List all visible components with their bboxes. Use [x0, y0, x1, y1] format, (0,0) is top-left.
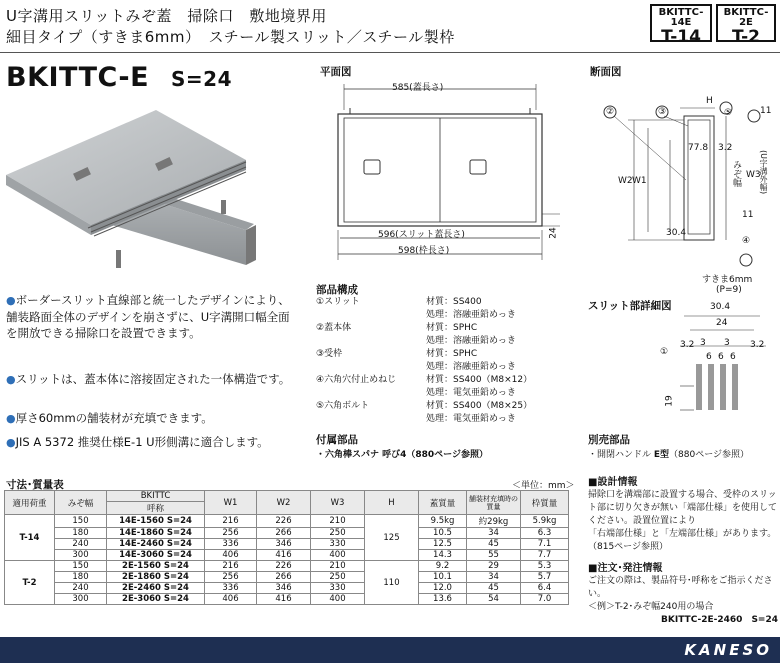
sec-label-4: ④ [742, 236, 751, 246]
table-cell: 346 [257, 539, 311, 550]
sec-label-5: ⑤ [724, 108, 733, 118]
table-cell: 216 [205, 561, 257, 572]
table-cell: 6.3 [521, 528, 569, 539]
table-cell: 250 [311, 528, 365, 539]
product-size: S=24 [171, 67, 232, 91]
table-cell: 9.2 [419, 561, 467, 572]
slit-detail-title: スリット部詳細図 [588, 300, 672, 312]
spec-table: 適用荷重 みぞ幅 BKITTC W1 W2 W3 H 蓋質量 舗装材充填時の質量 枠質量 呼称 T-14 150 14E-1560 S=24 216 226 210 125 9.5kg 約29kg 5.9kg 180 14E-1860 S=24 256 266 250 10.5 34 6.3 240 14E-2460 S=24 336 346 330 12.5 45 7.1 300 14E-3060 S=24 406 416 400 14.3 55 7.7 T-2 150 2E-1560 S=24 216 226 210 110 9.2 29 5.3 180 2E-1860 S=24 256 266 250 10.1 34 5.7 240 2E-2460 S=24 336 346 330 12.0 45 6.4 300 2E-3060 S=24 406 416 400 13.6 54 7.0 [4, 490, 569, 605]
table-row [5, 583, 569, 594]
accessories-title: 付属部品 [316, 434, 358, 446]
sec-label-w1: W1 [632, 176, 647, 186]
feature-4: ●JIS A 5372 推奨仕様E-1 U形側溝に適合します。 [6, 435, 269, 449]
table-cell: 14E-1860 S=24 [107, 528, 205, 539]
table-cell: 250 [311, 572, 365, 583]
feature-3: ●厚さ60mmの舗装材が充填できます。 [6, 411, 213, 425]
parts-row-sub: 処理：電気亜鉛めっき [426, 414, 516, 424]
code-top: BKITTC-2E [723, 7, 769, 28]
sec-label-w2: W2 [618, 176, 633, 186]
table-cell: 300 [55, 550, 107, 561]
table-cell: 約29kg [467, 515, 521, 528]
slit-d3b: 3 [724, 338, 730, 348]
design-info-text-3: （815ページ参照） [588, 542, 668, 552]
sec-label-mizo: みぞ幅 [731, 160, 741, 187]
table-cell: 14E-1560 S=24 [107, 515, 205, 528]
plan-drawing [320, 80, 570, 270]
table-cell: 240 [55, 539, 107, 550]
table-row [5, 594, 569, 605]
table-cell: 400 [311, 594, 365, 605]
table-cell: 7.7 [521, 550, 569, 561]
slit-d32a: 3.2 [680, 340, 695, 350]
sec-label-778: 77.8 [688, 143, 709, 153]
slit-d19: 19 [664, 395, 675, 407]
table-cell: 266 [257, 572, 311, 583]
table-cell: 216 [205, 515, 257, 528]
table-cell: 29 [467, 561, 521, 572]
code-box-t2 [716, 4, 776, 47]
parts-row: ①スリット 材質：SS400 [316, 297, 482, 307]
table-cell: 5.7 [521, 572, 569, 583]
table-cell: 12.5 [419, 539, 467, 550]
table-cell: 34 [467, 528, 521, 539]
table-cell: 45 [467, 539, 521, 550]
table-cell: 180 [55, 572, 107, 583]
feature-2: ●スリットは、蓋本体に溶接固定された一体構造です。 [6, 372, 291, 386]
code-top: BKITTC-14E [658, 7, 704, 28]
plan-dim-bottom-2: 598(枠長さ) [398, 246, 450, 256]
table-cell: 14.3 [419, 550, 467, 561]
slit-d6c: 6 [730, 352, 736, 362]
table-row [5, 561, 569, 572]
accessories-item: ・六角棒スパナ 呼び4（880ページ参照） [316, 450, 489, 460]
parts-row: ③受枠 材質：SPHC [316, 349, 478, 359]
order-info-example: ＜例＞T-2･みぞ幅240用の場合 [588, 602, 714, 612]
slit-detail-drawing [670, 296, 775, 421]
table-cell: T-14 [5, 515, 55, 561]
slit-d32b: 3.2 [750, 340, 765, 350]
separate-title: 別売部品 [588, 434, 630, 446]
slit-d6a: 6 [706, 352, 712, 362]
table-cell: 336 [205, 583, 257, 594]
table-cell: 14E-3060 S=24 [107, 550, 205, 561]
code-bottom: T-2 [732, 27, 760, 47]
table-header-row: 適用荷重 みぞ幅 BKITTC W1 W2 W3 H 蓋質量 舗装材充填時の質量 枠質量 [5, 491, 569, 502]
table-cell: 330 [311, 539, 365, 550]
table-unit: ＜単位：mm＞ [512, 481, 575, 491]
design-info [588, 476, 778, 554]
table-cell: 226 [257, 561, 311, 572]
sec-label-2: ② [606, 107, 615, 117]
table-cell: 210 [311, 561, 365, 572]
table-cell: 256 [205, 572, 257, 583]
table-cell: 2E-1560 S=24 [107, 561, 205, 572]
design-info-text-2: 「右端部仕様」と「左端部仕様」があります。 [588, 529, 777, 539]
table-cell: 406 [205, 550, 257, 561]
table-body [5, 515, 569, 605]
table-cell: 300 [55, 594, 107, 605]
sec-label-11b: 11 [742, 210, 754, 220]
table-cell: 7.1 [521, 539, 569, 550]
table-cell: 110 [365, 561, 419, 605]
table-row [5, 528, 569, 539]
table-cell: 7.0 [521, 594, 569, 605]
order-info [588, 562, 778, 627]
code-bottom: T-14 [661, 27, 701, 47]
sec-label-304: 30.4 [666, 228, 687, 238]
table-cell: 400 [311, 550, 365, 561]
sec-label-h: H [706, 96, 713, 106]
sec-label-w3: W3 [746, 170, 761, 180]
table-cell: 180 [55, 528, 107, 539]
table-row [5, 572, 569, 583]
header-line-2: 細目タイプ（すきま6mm） スチール製スリット／スチール製枠 [6, 28, 455, 46]
product-code: BKITTC-E [6, 62, 150, 93]
table-cell: 10.5 [419, 528, 467, 539]
product-name [6, 62, 232, 93]
sec-label-w3b: (U字溝外幅) [759, 150, 768, 195]
table-cell: 2E-1860 S=24 [107, 572, 205, 583]
spec-table-wrap [4, 490, 569, 605]
table-cell: 5.9kg [521, 515, 569, 528]
header-line-1: U字溝用スリットみぞ蓋 掃除口 敷地境界用 [6, 7, 327, 25]
table-cell: 416 [257, 550, 311, 561]
plan-dim-right: 24 [548, 227, 559, 239]
table-cell: 406 [205, 594, 257, 605]
slit-d304: 30.4 [710, 302, 731, 312]
section-title: 断面図 [590, 66, 622, 78]
design-info-title: ■設計情報 [588, 477, 638, 488]
table-cell: 13.6 [419, 594, 467, 605]
table-cell: 416 [257, 594, 311, 605]
plan-dim-top: 585(蓋長さ) [392, 83, 444, 93]
product-photo [6, 100, 296, 272]
table-cell: 266 [257, 528, 311, 539]
sec-label-32: 3.2 [718, 143, 733, 153]
header-divider [0, 52, 780, 53]
table-cell: 9.5kg [419, 515, 467, 528]
plan-title: 平面図 [320, 66, 352, 78]
design-info-text-1: 掃除口を溝端部に設置する場合、受枠のスリット部に切り欠きが無い「端部仕様」を使用してください。設置位置により [588, 490, 778, 526]
table-cell: 2E-3060 S=24 [107, 594, 205, 605]
table-cell: T-2 [5, 561, 55, 605]
table-cell: 54 [467, 594, 521, 605]
table-cell: 2E-2460 S=24 [107, 583, 205, 594]
feature-1: ●ボーダースリット直線部と統一したデザインにより、舗装路面全体のデザインを崩さずに、U字溝開口幅全面を開放できる掃除口を設置できます。 [6, 293, 290, 340]
table-cell: 150 [55, 561, 107, 572]
table-cell: 150 [55, 515, 107, 528]
table-cell: 45 [467, 583, 521, 594]
order-info-title: ■注文･発注情報 [588, 563, 663, 574]
table-cell: 34 [467, 572, 521, 583]
table-title: 寸法･質量表 [6, 479, 64, 491]
parts-list [316, 296, 576, 426]
slit-d24: 24 [716, 318, 728, 328]
table-cell: 10.1 [419, 572, 467, 583]
table-cell: 240 [55, 583, 107, 594]
slit-d3a: 3 [700, 338, 706, 348]
slit-gap: すきま6mm [702, 275, 753, 285]
slit-pitch: (P=9) [716, 285, 742, 295]
parts-row-sub: 処理：電気亜鉛めっき [426, 388, 516, 398]
slit-d6b: 6 [718, 352, 724, 362]
table-cell: 330 [311, 583, 365, 594]
slit-c1: ① [660, 347, 669, 357]
parts-row: ②蓋本体 材質：SPHC [316, 323, 478, 333]
table-row [5, 515, 569, 528]
table-row [5, 539, 569, 550]
sec-label-11a: 11 [760, 106, 772, 116]
order-info-text: ご注文の際は、製品符号･呼称をご指示ください。 [588, 576, 773, 599]
plan-dim-bottom-1: 596(スリット蓋長さ) [378, 230, 465, 240]
table-cell: 210 [311, 515, 365, 528]
sec-label-3: ③ [658, 107, 667, 117]
code-box-t14 [650, 4, 712, 47]
brand-logo: KANESO [684, 641, 772, 659]
parts-row-sub: 処理：溶融亜鉛めっき [426, 362, 516, 372]
table-cell: 226 [257, 515, 311, 528]
parts-row: ④六角穴付止めねじ 材質：SS400（M8×12） [316, 375, 533, 385]
table-cell: 12.0 [419, 583, 467, 594]
table-cell: 6.4 [521, 583, 569, 594]
parts-row-sub: 処理：溶融亜鉛めっき [426, 310, 516, 320]
table-cell: 55 [467, 550, 521, 561]
table-cell: 14E-2460 S=24 [107, 539, 205, 550]
footer-bar [0, 637, 780, 663]
separate-item: ・開閉ハンドル E型（880ページ参照） [588, 450, 750, 460]
table-cell: 256 [205, 528, 257, 539]
table-cell: 336 [205, 539, 257, 550]
parts-title: 部品構成 [316, 284, 358, 296]
table-cell: 5.3 [521, 561, 569, 572]
table-cell: 346 [257, 583, 311, 594]
order-info-example-code: BKITTC-2E-2460 S=24 [661, 615, 778, 625]
table-cell: 125 [365, 515, 419, 561]
table-row [5, 550, 569, 561]
parts-row-sub: 処理：溶融亜鉛めっき [426, 336, 516, 346]
parts-row: ⑤六角ボルト 材質：SS400（M8×25） [316, 401, 533, 411]
